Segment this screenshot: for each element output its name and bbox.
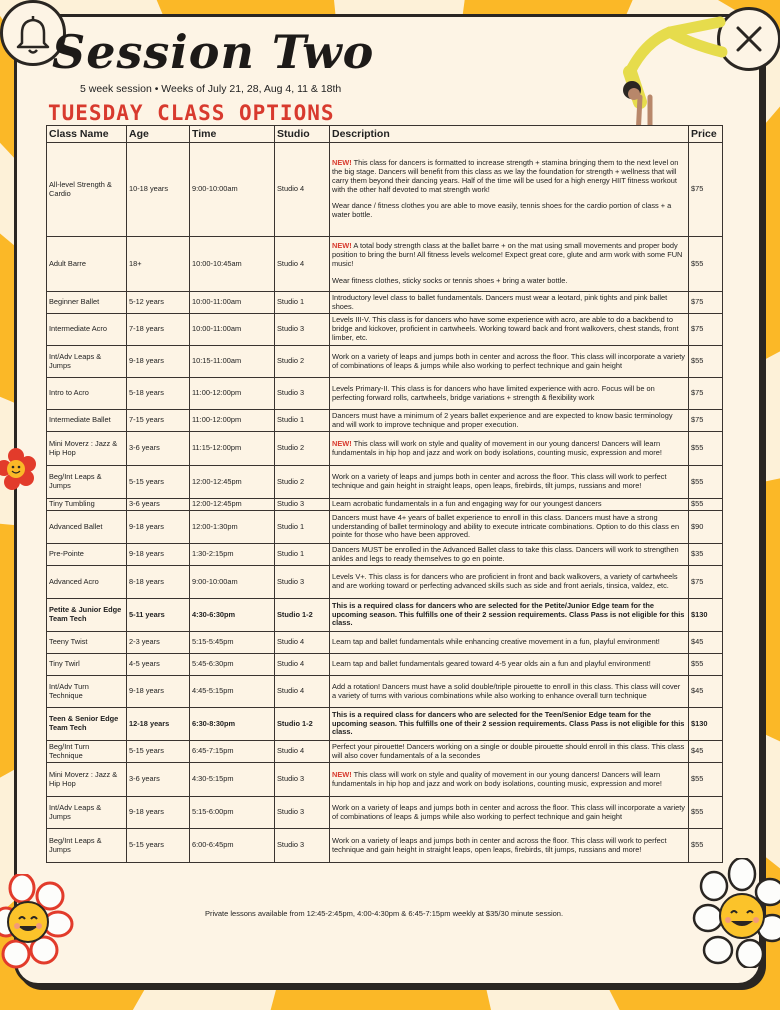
description-cell bbox=[330, 410, 689, 432]
age-cell: 2-3 years bbox=[127, 632, 190, 654]
age-cell: 18+ bbox=[127, 237, 190, 292]
description-text: Levels V+. This class is for dancers who are proficient in front and back walkovers, a variety of cartwheels and are working toward or perfecting advanced skills such as side and front aerials, tinsica, valdez, etc. bbox=[332, 572, 678, 590]
class-name-cell: Tiny Tumbling bbox=[47, 499, 127, 511]
description-cell bbox=[330, 797, 689, 829]
description-cell bbox=[330, 314, 689, 346]
description-text: Add a rotation! Dancers must have a solid double/triple pirouette to enroll in this class. This class will cover a variety of turns with various combinations while also working to enhance overall turn technique bbox=[332, 681, 681, 700]
description-text: This is a required class for dancers who are selected for the Teen/Senior Edge team for the upcoming season. This fulfills one of their 2 session requirements. Class Pass is not eligible for this class. bbox=[332, 709, 685, 737]
time-cell: 12:00-1:30pm bbox=[190, 511, 275, 544]
price-cell: $75 bbox=[689, 292, 723, 314]
studio-cell: Studio 1-2 bbox=[275, 708, 330, 741]
time-cell: 5:45-6:30pm bbox=[190, 654, 275, 676]
price-cell: $45 bbox=[689, 632, 723, 654]
price-cell: $75 bbox=[689, 143, 723, 237]
time-cell: 11:15-12:00pm bbox=[190, 432, 275, 466]
column-header-time: Time bbox=[190, 126, 275, 143]
dancer-handstand-illustration bbox=[610, 12, 730, 142]
new-badge: NEW! bbox=[332, 438, 352, 448]
time-cell: 12:00-12:45pm bbox=[190, 499, 275, 511]
age-cell: 8-18 years bbox=[127, 566, 190, 599]
table-header-row bbox=[47, 126, 723, 143]
description-cell bbox=[330, 237, 689, 292]
age-cell: 3-6 years bbox=[127, 432, 190, 466]
time-cell: 9:00-10:00am bbox=[190, 143, 275, 237]
class-name-cell: Beg/Int Turn Technique bbox=[47, 741, 127, 763]
studio-cell: Studio 3 bbox=[275, 499, 330, 511]
description-cell bbox=[330, 708, 689, 741]
age-cell: 5-18 years bbox=[127, 378, 190, 410]
studio-cell: Studio 3 bbox=[275, 763, 330, 797]
price-cell: $55 bbox=[689, 763, 723, 797]
table-row bbox=[47, 763, 723, 797]
price-cell: $45 bbox=[689, 676, 723, 708]
time-cell: 6:30-8:30pm bbox=[190, 708, 275, 741]
age-cell: 5-12 years bbox=[127, 292, 190, 314]
studio-cell: Studio 1-2 bbox=[275, 599, 330, 632]
description-text: Learn acrobatic fundamentals in a fun and engaging way for our youngest dancers bbox=[332, 499, 602, 509]
age-cell: 12-18 years bbox=[127, 708, 190, 741]
class-name-cell: Adult Barre bbox=[47, 237, 127, 292]
price-cell: $130 bbox=[689, 599, 723, 632]
studio-cell: Studio 4 bbox=[275, 237, 330, 292]
description-text: Work on a variety of leaps and jumps both in center and across the floor. This class will incorporate a variety of combinations of leaps & jumps while also working to perfect technique and gain height bbox=[332, 802, 686, 821]
studio-cell: Studio 3 bbox=[275, 829, 330, 863]
table-row bbox=[47, 410, 723, 432]
time-cell: 11:00-12:00pm bbox=[190, 378, 275, 410]
studio-cell: Studio 4 bbox=[275, 143, 330, 237]
column-header-price: Price bbox=[689, 126, 723, 143]
description-cell bbox=[330, 566, 689, 599]
time-cell: 10:00-11:00am bbox=[190, 314, 275, 346]
description-cell bbox=[330, 346, 689, 378]
studio-cell: Studio 4 bbox=[275, 654, 330, 676]
description-text: Levels III-V. This class is for dancers who have some experience with acro, are able to do a backbend to bridge and kickover, proficient in cartwheels. Working toward back and front walkovers, chest stands, front limber, etc. bbox=[332, 315, 679, 342]
studio-cell: Studio 2 bbox=[275, 466, 330, 499]
page-title: Session Two bbox=[52, 25, 375, 79]
time-cell: 4:45-5:15pm bbox=[190, 676, 275, 708]
description-text: Work on a variety of leaps and jumps both in center and across the floor. This class will work to perfect technique and gain height in straight leaps, open leaps, firebirds, tilt jumps, russians and more! bbox=[332, 472, 667, 490]
description-text: Learn tap and ballet fundamentals while enhancing creative movement in a fun, playful environment! bbox=[332, 637, 660, 647]
studio-cell: Studio 2 bbox=[275, 432, 330, 466]
time-cell: 4:30-6:30pm bbox=[190, 599, 275, 632]
class-name-cell: Petite & Junior Edge Team Tech bbox=[47, 599, 127, 632]
studio-cell: Studio 3 bbox=[275, 566, 330, 599]
table-row bbox=[47, 466, 723, 499]
description-text: Work on a variety of leaps and jumps both in center and across the floor. This class will work to perfect technique and gain height in straight leaps, open leaps, firebirds, tilt jumps, russians and more! bbox=[332, 835, 667, 854]
table-row bbox=[47, 511, 723, 544]
age-cell: 5-15 years bbox=[127, 466, 190, 499]
class-name-cell: Int/Adv Turn Technique bbox=[47, 676, 127, 708]
description-text: A total body strength class at the ballet barre + on the mat using small movements and proper body position to bring the burn! All fitness levels welcome! Expect great core, glute and arm work with some FUN music! bbox=[332, 241, 683, 268]
description-cell bbox=[330, 829, 689, 863]
description-text: Perfect your pirouette! Dancers working on a single or double pirouette should enroll in this class. This class will also cover fundamentals of a la secondes bbox=[332, 741, 685, 760]
time-cell: 12:00-12:45pm bbox=[190, 466, 275, 499]
time-cell: 6:45-7:15pm bbox=[190, 741, 275, 763]
description-text: Learn tap and ballet fundamentals geared toward 4-5 year olds ain a fun and playful environment! bbox=[332, 659, 651, 669]
table-row bbox=[47, 346, 723, 378]
table-row bbox=[47, 143, 723, 237]
class-name-cell: All-level Strength & Cardio bbox=[47, 143, 127, 237]
new-badge: NEW! bbox=[332, 769, 352, 779]
description-note: Wear dance / fitness clothes you are able to move easily, tennis shoes for the cardio portion of class + a water bottle. bbox=[332, 201, 672, 220]
table-row bbox=[47, 599, 723, 632]
column-header-class-name: Class Name bbox=[47, 126, 127, 143]
price-cell: $55 bbox=[689, 499, 723, 511]
class-name-cell: Advanced Acro bbox=[47, 566, 127, 599]
class-name-cell: Beg/Int Leaps & Jumps bbox=[47, 829, 127, 863]
description-cell bbox=[330, 499, 689, 511]
column-header-age: Age bbox=[127, 126, 190, 143]
class-name-cell: Mini Moverz : Jazz & Hip Hop bbox=[47, 432, 127, 466]
class-schedule-table bbox=[46, 125, 723, 863]
studio-cell: Studio 1 bbox=[275, 511, 330, 544]
age-cell: 9-18 years bbox=[127, 797, 190, 829]
age-cell: 9-18 years bbox=[127, 511, 190, 544]
studio-cell: Studio 4 bbox=[275, 741, 330, 763]
description-text: Work on a variety of leaps and jumps both in center and across the floor. This class will incorporate a variety of combinations of leaps & jumps while also working to perfect technique and gain height bbox=[332, 351, 686, 370]
table-row bbox=[47, 654, 723, 676]
class-name-cell: Beginner Ballet bbox=[47, 292, 127, 314]
class-name-cell: Mini Moverz : Jazz & Hip Hop bbox=[47, 763, 127, 797]
time-cell: 6:00-6:45pm bbox=[190, 829, 275, 863]
age-cell: 9-18 years bbox=[127, 346, 190, 378]
description-note: Wear fitness clothes, sticky socks or tennis shoes + bring a water bottle. bbox=[332, 275, 568, 285]
price-cell: $55 bbox=[689, 829, 723, 863]
price-cell: $90 bbox=[689, 511, 723, 544]
table-row bbox=[47, 741, 723, 763]
class-name-cell: Int/Adv Leaps & Jumps bbox=[47, 346, 127, 378]
section-heading: TUESDAY CLASS OPTIONS bbox=[48, 101, 335, 125]
description-cell bbox=[330, 654, 689, 676]
price-cell: $75 bbox=[689, 566, 723, 599]
time-cell: 10:00-11:00am bbox=[190, 292, 275, 314]
description-cell bbox=[330, 599, 689, 632]
table-row bbox=[47, 632, 723, 654]
session-dates: 5 week session • Weeks of July 21, 28, Aug 4, 11 & 18th bbox=[80, 83, 342, 95]
smiley-flower-icon bbox=[692, 858, 780, 968]
class-name-cell: Int/Adv Leaps & Jumps bbox=[47, 797, 127, 829]
table-row bbox=[47, 237, 723, 292]
description-cell bbox=[330, 292, 689, 314]
description-cell bbox=[330, 466, 689, 499]
price-cell: $75 bbox=[689, 378, 723, 410]
price-cell: $75 bbox=[689, 314, 723, 346]
age-cell: 5-11 years bbox=[127, 599, 190, 632]
table-row bbox=[47, 292, 723, 314]
price-cell: $55 bbox=[689, 654, 723, 676]
age-cell: 4-5 years bbox=[127, 654, 190, 676]
class-name-cell: Teeny Twist bbox=[47, 632, 127, 654]
new-badge: NEW! bbox=[332, 157, 352, 167]
table-row bbox=[47, 676, 723, 708]
age-cell: 7-18 years bbox=[127, 314, 190, 346]
class-name-cell: Tiny Twirl bbox=[47, 654, 127, 676]
studio-cell: Studio 1 bbox=[275, 544, 330, 566]
class-name-cell: Beg/Int Leaps & Jumps bbox=[47, 466, 127, 499]
time-cell: 1:30-2:15pm bbox=[190, 544, 275, 566]
time-cell: 10:00-10:45am bbox=[190, 237, 275, 292]
description-text: Dancers must have 4+ years of ballet experience to enroll in this class. Dancers must have a strong understanding of ballet terminology and ability to execute intricate combinations. Option to do this class en pointe for those who have been approved. bbox=[332, 512, 680, 540]
table-row bbox=[47, 432, 723, 466]
description-text: Introductory level class to ballet fundamentals. Dancers must wear a leotard, pink tights and pink ballet shoes. bbox=[332, 292, 668, 311]
price-cell: $55 bbox=[689, 432, 723, 466]
description-text: Dancers must have a minimum of 2 years ballet experience and are expected to know basic terminology and will work to improve technique and proper execution. bbox=[332, 410, 673, 429]
description-text: Levels Primary-II. This class is for dancers who have limited experience with acro. Focus will be on perfecting forward rolls, cartwheels, bridge variations + strength & flexibility work bbox=[332, 383, 655, 402]
time-cell: 10:15-11:00am bbox=[190, 346, 275, 378]
description-cell bbox=[330, 511, 689, 544]
time-cell: 9:00-10:00am bbox=[190, 566, 275, 599]
table-row bbox=[47, 829, 723, 863]
table-row bbox=[47, 378, 723, 410]
column-header-description: Description bbox=[330, 126, 689, 143]
time-cell: 5:15-5:45pm bbox=[190, 632, 275, 654]
time-cell: 5:15-6:00pm bbox=[190, 797, 275, 829]
description-text: This class will work on style and quality of movement in our young dancers! Dancers will learn fundamentals in hip hop and jazz and work on body isolations, counting music, expression and more! bbox=[332, 438, 662, 457]
price-cell: $35 bbox=[689, 544, 723, 566]
table-row bbox=[47, 544, 723, 566]
description-cell bbox=[330, 763, 689, 797]
class-name-cell: Pre-Pointe bbox=[47, 544, 127, 566]
new-badge: NEW! bbox=[332, 241, 352, 251]
description-cell bbox=[330, 741, 689, 763]
description-cell bbox=[330, 676, 689, 708]
table-row bbox=[47, 499, 723, 511]
table-row bbox=[47, 314, 723, 346]
age-cell: 9-18 years bbox=[127, 544, 190, 566]
price-cell: $55 bbox=[689, 346, 723, 378]
age-cell: 5-15 years bbox=[127, 829, 190, 863]
description-text: This class for dancers is formatted to increase strength + stamina bringing them to the next level on the big stage. Dancers will benefit from this class as we lay the foundation for strength + wellness that will carry them beyond their dancing years. Half of the time will be used for a high energy HIIT fitness workout with the other half devoted to mat strength work! bbox=[332, 157, 679, 194]
studio-cell: Studio 3 bbox=[275, 378, 330, 410]
age-cell: 10-18 years bbox=[127, 143, 190, 237]
red-flower-icon bbox=[0, 446, 36, 492]
description-cell bbox=[330, 544, 689, 566]
studio-cell: Studio 4 bbox=[275, 632, 330, 654]
class-name-cell: Intro to Acro bbox=[47, 378, 127, 410]
studio-cell: Studio 3 bbox=[275, 797, 330, 829]
description-cell bbox=[330, 432, 689, 466]
age-cell: 3-6 years bbox=[127, 499, 190, 511]
class-name-cell: Intermediate Acro bbox=[47, 314, 127, 346]
column-header-studio: Studio bbox=[275, 126, 330, 143]
price-cell: $55 bbox=[689, 797, 723, 829]
age-cell: 3-6 years bbox=[127, 763, 190, 797]
table-body bbox=[47, 143, 723, 863]
age-cell: 9-18 years bbox=[127, 676, 190, 708]
private-lessons-note: Private lessons available from 12:45-2:45pm, 4:00-4:30pm & 6:45-7:15pm weekly at $35/30 minute session. bbox=[204, 909, 564, 918]
price-cell: $45 bbox=[689, 741, 723, 763]
class-name-cell: Intermediate Ballet bbox=[47, 410, 127, 432]
smiley-flower-icon bbox=[0, 874, 78, 974]
studio-cell: Studio 1 bbox=[275, 292, 330, 314]
price-cell: $55 bbox=[689, 237, 723, 292]
time-cell: 11:00-12:00pm bbox=[190, 410, 275, 432]
studio-cell: Studio 1 bbox=[275, 410, 330, 432]
description-cell bbox=[330, 143, 689, 237]
description-text: Dancers MUST be enrolled in the Advanced Ballet class to take this class. Dancers will work to strengthen ankles and legs to ready themselves to go en pointe. bbox=[332, 544, 679, 563]
table-row bbox=[47, 708, 723, 741]
price-cell: $75 bbox=[689, 410, 723, 432]
table-row bbox=[47, 797, 723, 829]
studio-cell: Studio 4 bbox=[275, 676, 330, 708]
table-row bbox=[47, 566, 723, 599]
class-name-cell: Advanced Ballet bbox=[47, 511, 127, 544]
time-cell: 4:30-5:15pm bbox=[190, 763, 275, 797]
studio-cell: Studio 3 bbox=[275, 314, 330, 346]
description-cell bbox=[330, 632, 689, 654]
class-name-cell: Teen & Senior Edge Team Tech bbox=[47, 708, 127, 741]
description-text: This class will work on style and quality of movement in our young dancers! Dancers will learn fundamentals in hip hop and jazz and work on body isolations, counting music, expression and more! bbox=[332, 769, 662, 788]
studio-cell: Studio 2 bbox=[275, 346, 330, 378]
price-cell: $55 bbox=[689, 466, 723, 499]
description-text: This is a required class for dancers who are selected for the Petite/Junior Edge team for the upcoming season. This fulfills one of their 2 session requirements. Class Pass is not eligible for this class. bbox=[332, 600, 685, 628]
age-cell: 7-15 years bbox=[127, 410, 190, 432]
price-cell: $130 bbox=[689, 708, 723, 741]
description-cell bbox=[330, 378, 689, 410]
age-cell: 5-15 years bbox=[127, 741, 190, 763]
